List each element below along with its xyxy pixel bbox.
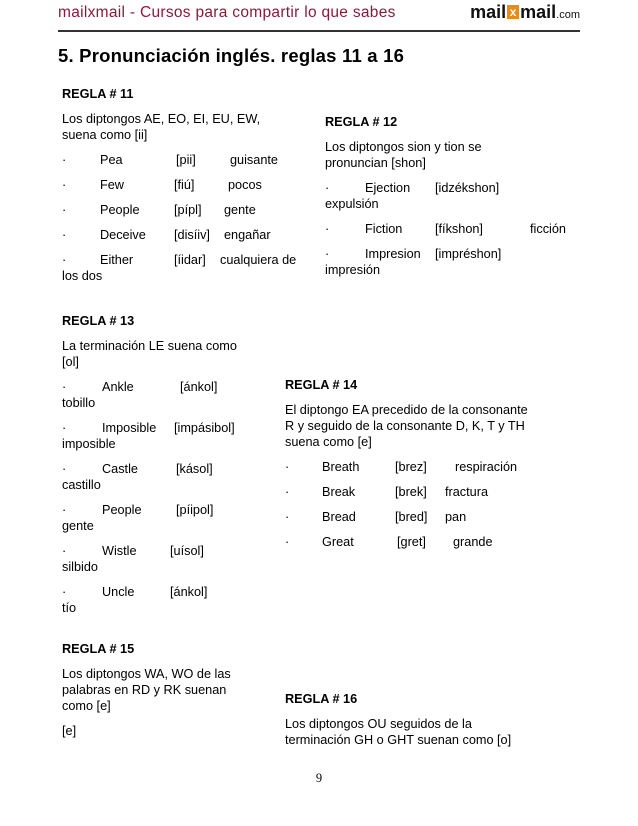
word: Breath bbox=[322, 460, 360, 474]
word: Great bbox=[322, 535, 354, 549]
pronunciation: [bred] bbox=[395, 510, 428, 524]
regla-15 bbox=[62, 641, 267, 739]
regla-15-intro-1: Los diptongos WA, WO de las bbox=[62, 667, 231, 681]
regla-15-extra: [e] bbox=[62, 724, 77, 738]
regla-16-heading: REGLA # 16 bbox=[285, 692, 358, 706]
meaning: grande bbox=[453, 535, 493, 549]
word: People bbox=[100, 203, 140, 217]
regla-14-heading: REGLA # 14 bbox=[285, 378, 358, 392]
regla-15-intro-2: palabras en RD y RK suenan bbox=[62, 683, 227, 697]
meaning: gente bbox=[224, 203, 256, 217]
pronunciation: [pípl] bbox=[174, 203, 202, 217]
list-item-continuation: gente bbox=[62, 519, 94, 533]
regla-11-heading: REGLA # 11 bbox=[62, 87, 134, 101]
regla-16-intro-2: terminación GH o GHT suenan como [o] bbox=[285, 733, 512, 747]
word: People bbox=[102, 503, 142, 517]
bullet: · bbox=[62, 503, 67, 517]
bullet: · bbox=[62, 380, 67, 394]
list-item-continuation: expulsión bbox=[325, 197, 379, 211]
list-item bbox=[325, 246, 580, 262]
word: Pea bbox=[100, 153, 123, 167]
word: Break bbox=[322, 485, 356, 499]
logo-right: mail bbox=[520, 2, 557, 22]
word: Either bbox=[100, 253, 134, 267]
list-item bbox=[62, 502, 267, 518]
regla-12 bbox=[325, 114, 580, 278]
list-item bbox=[62, 379, 267, 395]
pronunciation: [impásibol] bbox=[174, 421, 235, 435]
word: Impresion bbox=[365, 247, 421, 261]
pronunciation: [fíkshon] bbox=[435, 222, 483, 236]
bullet: · bbox=[285, 510, 290, 524]
regla-11 bbox=[62, 86, 312, 284]
bullet: · bbox=[62, 462, 67, 476]
meaning: engañar bbox=[224, 228, 271, 242]
bullet: · bbox=[285, 485, 290, 499]
regla-16 bbox=[285, 691, 580, 748]
list-item bbox=[285, 459, 580, 475]
regla-11-intro-1: Los diptongos AE, EO, EI, EU, EW, bbox=[62, 112, 261, 126]
word: Bread bbox=[322, 510, 356, 524]
meaning: fractura bbox=[445, 485, 489, 499]
list-item bbox=[62, 543, 267, 559]
bullet: · bbox=[325, 247, 330, 261]
list-item bbox=[285, 534, 580, 550]
bullet: · bbox=[285, 535, 290, 549]
regla-12-heading: REGLA # 12 bbox=[325, 115, 398, 129]
list-item bbox=[325, 221, 580, 237]
pronunciation: [brek] bbox=[395, 485, 427, 499]
list-item-continuation: silbido bbox=[62, 560, 98, 574]
page-header bbox=[58, 0, 580, 32]
mailxmail-logo bbox=[470, 2, 580, 23]
list-item bbox=[62, 177, 312, 193]
bullet: · bbox=[62, 544, 67, 558]
regla-15-intro-3: como [e] bbox=[62, 699, 111, 713]
regla-12-intro-1: Los diptongos sion y tion se bbox=[325, 140, 482, 154]
logo-x-icon: x bbox=[507, 5, 519, 19]
regla-11-intro-2: suena como [ii] bbox=[62, 128, 148, 142]
list-item bbox=[285, 509, 580, 525]
pronunciation: [píipol] bbox=[176, 503, 214, 517]
pronunciation: [gret] bbox=[397, 535, 426, 549]
regla-13 bbox=[62, 313, 267, 616]
list-item bbox=[325, 180, 580, 196]
word: Fiction bbox=[365, 222, 403, 236]
list-item bbox=[62, 461, 267, 477]
bullet: · bbox=[285, 460, 290, 474]
regla-14 bbox=[285, 377, 580, 550]
bullet: · bbox=[62, 178, 67, 192]
site-tagline: mailxmail - Cursos para compartir lo que sabes bbox=[58, 4, 396, 21]
list-item bbox=[285, 484, 580, 500]
word: Wistle bbox=[102, 544, 137, 558]
meaning: pan bbox=[445, 510, 467, 524]
bullet: · bbox=[62, 203, 67, 217]
pronunciation: [ánkol] bbox=[180, 380, 218, 394]
page-title: 5. Pronunciación inglés. reglas 11 a 16 bbox=[58, 45, 405, 66]
regla-13-intro-2: [ol] bbox=[62, 355, 79, 369]
bullet: · bbox=[62, 253, 67, 267]
meaning: ficción bbox=[530, 222, 566, 236]
list-item bbox=[62, 420, 267, 436]
list-item-continuation: imposible bbox=[62, 437, 116, 451]
meaning: guisante bbox=[230, 153, 278, 167]
page-number: 9 bbox=[315, 771, 323, 785]
bullet: · bbox=[62, 585, 67, 599]
logo-left: mail bbox=[470, 2, 507, 22]
word: Deceive bbox=[100, 228, 146, 242]
pronunciation: [disíiv] bbox=[174, 228, 210, 242]
word: Ankle bbox=[102, 380, 134, 394]
list-item bbox=[62, 227, 312, 243]
list-item-continuation: tobillo bbox=[62, 396, 96, 410]
list-item-continuation: impresión bbox=[325, 263, 380, 277]
regla-13-heading: REGLA # 13 bbox=[62, 314, 135, 328]
regla-12-intro-2: pronuncian [shon] bbox=[325, 156, 426, 170]
regla-14-intro-2: R y seguido de la consonante D, K, T y TH bbox=[285, 419, 525, 433]
pronunciation: [uísol] bbox=[170, 544, 204, 558]
pronunciation: [fiú] bbox=[174, 178, 195, 192]
bullet: · bbox=[325, 181, 330, 195]
list-item-continuation: los dos bbox=[62, 269, 103, 283]
word: Uncle bbox=[102, 585, 135, 599]
list-item bbox=[62, 202, 312, 218]
regla-15-heading: REGLA # 15 bbox=[62, 642, 135, 656]
list-item-continuation: tío bbox=[62, 601, 77, 615]
bullet: · bbox=[62, 421, 67, 435]
regla-13-intro-1: La terminación LE suena como bbox=[62, 339, 237, 353]
pronunciation: [impréshon] bbox=[435, 247, 502, 261]
meaning: pocos bbox=[228, 178, 262, 192]
regla-14-intro-3: suena como [e] bbox=[285, 435, 372, 449]
word: Imposible bbox=[102, 421, 157, 435]
pronunciation: [kásol] bbox=[176, 462, 213, 476]
list-item bbox=[62, 152, 312, 168]
bullet: · bbox=[325, 222, 330, 236]
list-item bbox=[62, 252, 312, 268]
logo-com: .com bbox=[556, 9, 580, 21]
list-item bbox=[62, 584, 267, 600]
list-item-continuation: castillo bbox=[62, 478, 101, 492]
pronunciation: [idzékshon] bbox=[435, 181, 500, 195]
regla-16-intro-1: Los diptongos OU seguidos de la bbox=[285, 717, 472, 731]
word: Few bbox=[100, 178, 124, 192]
bullet: · bbox=[62, 153, 67, 167]
bullet: · bbox=[62, 228, 67, 242]
pronunciation: [ánkol] bbox=[170, 585, 208, 599]
regla-14-intro-1: El diptongo EA precedido de la consonante bbox=[285, 403, 528, 417]
meaning: cualquiera de bbox=[220, 253, 297, 267]
meaning: respiración bbox=[455, 460, 518, 474]
pronunciation: [pii] bbox=[176, 153, 196, 167]
pronunciation: [íidar] bbox=[174, 253, 206, 267]
pronunciation: [brez] bbox=[395, 460, 427, 474]
word: Castle bbox=[102, 462, 138, 476]
word: Ejection bbox=[365, 181, 411, 195]
